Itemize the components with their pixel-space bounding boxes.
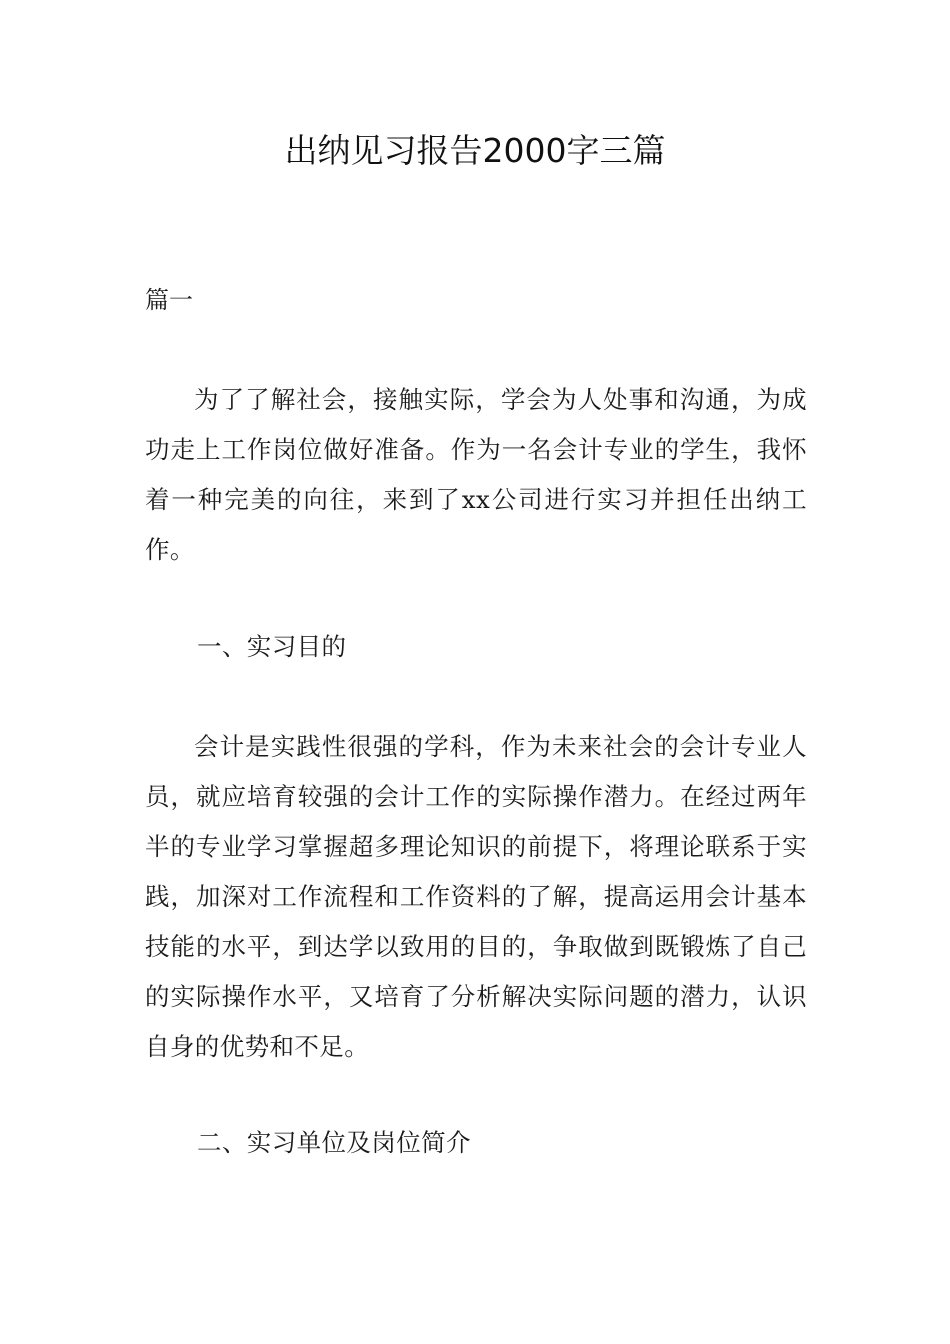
document-title: 出纳见习报告2000字三篇 bbox=[284, 131, 666, 170]
intro-paragraph: 为了了解社会，接触实际，学会为人处事和沟通，为成功走上工作岗位做好准备。作为一名会计专业的学生，我怀着一种完美的向往，来到了xx公司进行实习并担任出纳工作。 bbox=[145, 385, 807, 564]
section-heading-purpose: 一、实习目的 bbox=[197, 632, 347, 661]
section-heading-unit: 二、实习单位及岗位简介 bbox=[197, 1128, 471, 1157]
purpose-paragraph: 会计是实践性很强的学科，作为未来社会的会计专业人员，就应培育较强的会计工作的实际操作潜力。在经过两年半的专业学习掌握超多理论知识的前提下，将理论联系于实践，加深对工作流程和工作资料的了解，提高运用会计基本技能的水平，到达学以致用的目的，争取做到既锻炼了自己的实际操作水平，又培育了分析解决实际问题的潜力，认识自身的优势和不足。 bbox=[145, 732, 807, 1061]
part-label: 篇一 bbox=[145, 286, 193, 314]
